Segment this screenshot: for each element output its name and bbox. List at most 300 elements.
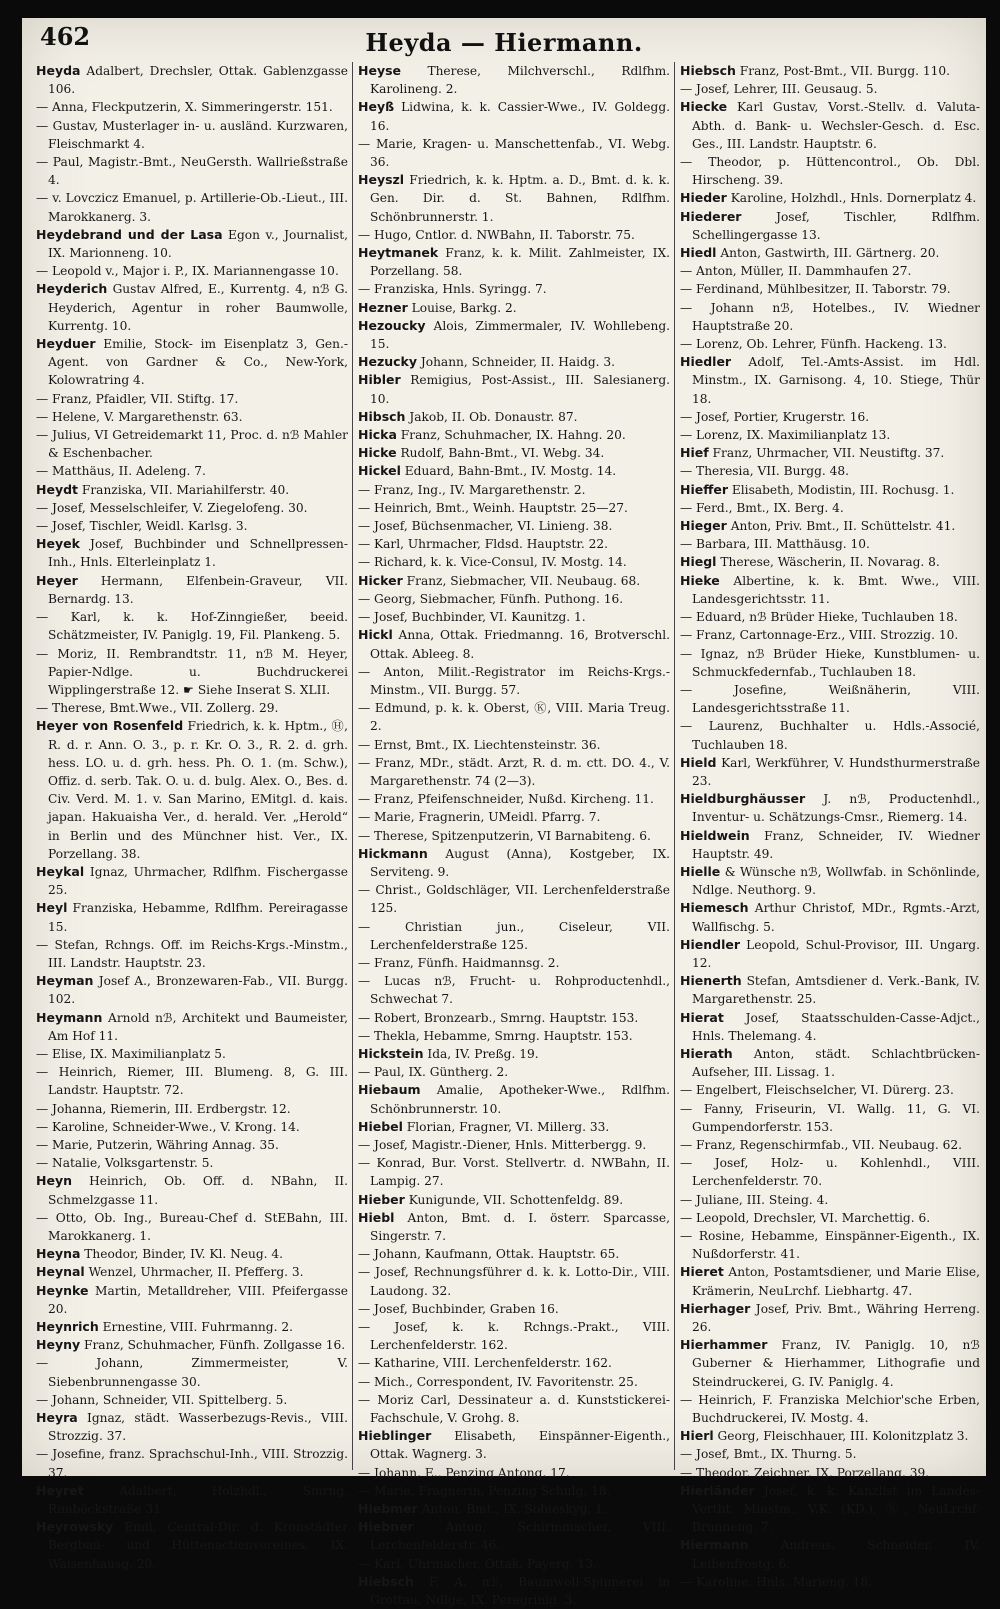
directory-entry — [36, 1172, 348, 1208]
directory-entry — [358, 918, 670, 954]
entry-surname: Heyn — [36, 1173, 72, 1189]
entry-text: — Ferdinand, Mühlbesitzer, II. Taborstr. 79. — [680, 282, 951, 297]
directory-entry — [358, 1209, 670, 1245]
directory-entry — [680, 681, 980, 717]
entry-text: — Heinrich, F. Franziska Melchior'sche Erben, Buchdruckerei, IV. Mostg. 4. — [680, 1392, 980, 1426]
directory-entry — [358, 699, 670, 735]
entry-text: Karl, Werkführer, V. Hundsthurmerstraße 23. — [692, 755, 980, 788]
entry-text: — Franz, MDr., städt. Arzt, R. d. m. ctt. DO. 4., V. Margarethenstr. 74 (2—3). — [358, 755, 670, 788]
directory-entry — [358, 972, 670, 1008]
directory-entry — [680, 80, 980, 98]
directory-entry — [680, 1573, 980, 1591]
entry-surname: Hierhammer — [680, 1337, 768, 1353]
directory-entry — [358, 1555, 670, 1573]
directory-entry — [36, 426, 348, 462]
entry-surname: Hiegl — [680, 554, 717, 570]
entry-surname: Hieffer — [680, 481, 728, 497]
entry-text: — Josefine, Weißnäherin, VIII. Landesgerichtsstraße 11. — [680, 682, 980, 716]
entry-surname: Heyny — [36, 1337, 81, 1353]
directory-entry — [358, 353, 670, 371]
entry-surname: Hiebel — [358, 1118, 403, 1134]
directory-entry — [680, 335, 980, 353]
directory-entry — [36, 972, 348, 1008]
entry-surname: Hieblinger — [358, 1428, 432, 1444]
entry-text: — Marie, Putzerin, Währing Annag. 35. — [36, 1137, 279, 1152]
entry-text: Arnold nℬ, Architekt und Baumeister, Am Hof 11. — [48, 1010, 348, 1043]
entry-text: — Johanna, Riemerin, III. Erdbergstr. 12. — [36, 1101, 291, 1116]
entry-surname: Hieger — [680, 518, 727, 534]
directory-entry — [358, 790, 670, 808]
entry-text: — Helene, V. Margarethenstr. 63. — [36, 409, 243, 424]
directory-entry — [358, 626, 670, 662]
directory-entry — [36, 408, 348, 426]
directory-entry — [358, 1427, 670, 1463]
directory-entry — [36, 280, 348, 335]
entry-surname: Heyna — [36, 1246, 81, 1262]
entry-text: Martin, Metalldreher, VIII. Pfeifergasse 20. — [48, 1283, 348, 1316]
directory-entry — [36, 1118, 348, 1136]
entry-text: — Johann, Schneider, VII. Spittelberg. 5. — [36, 1392, 288, 1407]
directory-entry — [358, 1063, 670, 1081]
entry-surname: Hiebmer — [358, 1501, 418, 1517]
directory-entry — [358, 608, 670, 626]
directory-entry — [36, 462, 348, 480]
directory-entry — [680, 1136, 980, 1154]
entry-text: — Lucas nℬ, Frucht- u. Rohproductenhdl., Schwechat 7. — [358, 974, 670, 1007]
directory-entry — [36, 1100, 348, 1118]
entry-text: — Thekla, Hebamme, Smrng. Hauptstr. 153. — [358, 1028, 633, 1043]
entry-text: — Mich., Correspondent, IV. Favoritenstr. 25. — [358, 1374, 638, 1389]
directory-entry — [680, 553, 980, 571]
entry-text: — Juliane, III. Steing. 4. — [680, 1192, 829, 1207]
entry-surname: Hiebsch — [358, 1573, 414, 1589]
directory-entry — [680, 1427, 980, 1445]
directory-page — [22, 18, 986, 1608]
directory-entry — [36, 535, 348, 571]
entry-surname: Hierhager — [680, 1300, 751, 1316]
directory-entry — [680, 1209, 980, 1227]
entry-surname: Hibler — [358, 372, 401, 388]
directory-entry — [358, 736, 670, 754]
entry-text: — Heinrich, Bmt., Weinh. Hauptstr. 25—27. — [358, 500, 628, 515]
directory-entry — [36, 481, 348, 499]
entry-surname: Heynrich — [36, 1319, 99, 1335]
column-2 — [358, 62, 670, 1608]
entry-text: Ida, IV. Preßg. 19. — [423, 1046, 539, 1061]
entry-text: Josef, Buchbinder und Schnellpressen-Inh., Hnls. Elterleinplatz 1. — [48, 537, 348, 570]
entry-text: Therese, Milchverschl., Rdlfhm. Karolineng. 2. — [370, 64, 670, 97]
entry-text: Amalie, Apotheker-Wwe., Rdlfhm. Schönbrunnerstr. 10. — [370, 1083, 670, 1116]
entry-surname: Heyer von Rosenfeld — [36, 718, 184, 734]
entry-text: — Franz, Cartonnage-Erz., VIII. Strozzig. 10. — [680, 628, 959, 643]
directory-entry — [36, 899, 348, 935]
entry-text: Stefan, Amtsdiener d. Verk.-Bank, IV. Margarethenstr. 25. — [692, 974, 980, 1007]
entry-surname: Hezner — [358, 299, 408, 315]
entry-surname: Heyer — [36, 572, 78, 588]
entry-text: Egon v., Journalist, IX. Marionneng. 10. — [48, 227, 349, 261]
entry-text: — Theresia, VII. Burgg. 48. — [680, 464, 850, 479]
entry-text: — Leopold, Drechsler, VI. Marchettig. 6. — [680, 1210, 931, 1225]
entry-text: Josef, k. k. Kanzlist im Landes-Vertht. Minstm., V.K. (KD.), Ⓚ, NeuLrchf. Brunneng. 7. — [692, 1483, 980, 1535]
directory-entry — [358, 1191, 670, 1209]
entry-text: J. nℬ, Productenhdl., Inventur- u. Schätzungs-Cmsr., Riemerg. 14. — [692, 792, 980, 825]
directory-entry — [680, 608, 980, 626]
directory-entry — [358, 808, 670, 826]
directory-entry — [680, 481, 980, 499]
entry-text: Adolf, Tel.-Amts-Assist. im Hdl. Minstm., IX. Garnisong. 4, 10. Stiege, Thür 18. — [692, 355, 980, 406]
entry-text: Arthur Christof, MDr., Rgmts.-Arzt, Wallfischg. 5. — [692, 901, 980, 934]
directory-entry — [36, 645, 348, 700]
page-header — [22, 18, 986, 64]
entry-text: — Elise, IX. Maximilianplatz 5. — [36, 1046, 226, 1061]
directory-entry — [680, 1464, 980, 1482]
entry-text: Franz, IV. Paniglg. 10, nℬ Guberner & Hierhammer, Lithografie und Steindruckerei, G. IV. Paniglg. 4. — [692, 1338, 980, 1389]
entry-surname: Heytmanek — [358, 245, 439, 261]
entry-text: Johann, Schneider, II. Haidg. 3. — [416, 355, 616, 370]
entry-text: Lidwina, k. k. Cassier-Wwe., IV. Goldegg. 16. — [370, 100, 670, 133]
directory-entry — [358, 827, 670, 845]
entry-surname: Hiebaum — [358, 1082, 421, 1098]
entry-text: — Karoline, Schneider-Wwe., V. Krong. 14. — [36, 1119, 300, 1134]
entry-text: & Wünsche nℬ, Wollwfab. in Schönlinde, Ndlge. Neuthorg. 9. — [692, 864, 980, 898]
directory-entry — [358, 1009, 670, 1027]
directory-entry — [358, 1500, 670, 1518]
entry-surname: Hezoucky — [358, 317, 426, 333]
entry-text: — Franz, Fünfh. Haidmannsg. 2. — [358, 955, 560, 970]
entry-surname: Hieder — [680, 190, 727, 206]
entry-text: — Marie, Fragnerin, Penzing Schulg. 18. — [358, 1483, 611, 1498]
entry-text: — Johann, E., Penzing Antong. 17. — [358, 1465, 570, 1480]
entry-text: — Anna, Fleckputzerin, X. Simmeringerstr. 151. — [36, 100, 333, 115]
directory-entry — [358, 1373, 670, 1391]
directory-entry — [680, 353, 980, 408]
entry-text: — Franz, Ing., IV. Margarethenstr. 2. — [358, 482, 586, 497]
directory-entry — [680, 1336, 980, 1391]
directory-entry — [358, 1391, 670, 1427]
entry-text: — Marie, Kragen- u. Manschettenfab., VI. Webg. 36. — [358, 136, 670, 170]
directory-entry — [358, 244, 670, 280]
entry-text: — Edmund, p. k. k. Oberst, Ⓚ, VIII. Maria Treug. 2. — [358, 701, 670, 734]
entry-text: Josef A., Bronzewaren-Fab., VII. Burgg. 102. — [48, 974, 348, 1007]
directory-entry — [680, 208, 980, 244]
directory-entry — [358, 426, 670, 444]
entry-text: Kunigunde, VII. Schottenfeldg. 89. — [404, 1192, 624, 1207]
entry-text: — Lorenz, IX. Maximilianplatz 13. — [680, 428, 891, 443]
directory-entry — [36, 1409, 348, 1445]
directory-entry — [36, 572, 348, 608]
directory-entry — [680, 499, 980, 517]
entry-surname: Hickl — [358, 627, 393, 643]
directory-entry — [680, 462, 980, 480]
directory-entry — [680, 1300, 980, 1336]
directory-entry — [36, 1445, 348, 1481]
entry-surname: Heyra — [36, 1410, 78, 1426]
directory-entry — [680, 1045, 980, 1081]
directory-entry — [680, 1263, 980, 1299]
entry-surname: Heynke — [36, 1282, 89, 1298]
entry-text: — Lorenz, Ob. Lehrer, Fünfh. Hackeng. 13. — [680, 337, 947, 352]
directory-entry — [358, 1045, 670, 1063]
entry-text: Albertine, k. k. Bmt. Wwe., VIII. Landesgerichtsstr. 11. — [692, 573, 980, 606]
directory-entry — [36, 1354, 348, 1390]
directory-entry — [358, 1263, 670, 1299]
entry-text: — Richard, k. k. Vice-Consul, IV. Mostg. 14. — [358, 555, 627, 570]
directory-entry — [36, 1282, 348, 1318]
entry-text: Leopold, Schul-Provisor, III. Ungarg. 12. — [692, 937, 980, 970]
entry-text: Karoline, Holzhdl., Hnls. Dornerplatz 4. — [726, 191, 977, 206]
directory-entry — [680, 98, 980, 153]
directory-entry — [680, 262, 980, 280]
entry-surname: Hield — [680, 754, 717, 770]
entry-text: Karl Gustav, Vorst.-Stellv. d. Valuta-Abth. d. Bank- u. Wechsler-Gesch. d. Esc. Ges., III. Landstr. Hauptstr. 6. — [692, 100, 980, 151]
directory-entry — [36, 62, 348, 98]
entry-text: Therese, Wäscherin, II. Novarag. 8. — [716, 555, 940, 570]
entry-text: Florian, Fragner, VI. Millerg. 33. — [402, 1119, 610, 1134]
directory-entry — [358, 754, 670, 790]
entry-text: — Franziska, Hnls. Syringg. 7. — [358, 282, 547, 297]
entry-text: — Stefan, Rchngs. Off. im Reichs-Krgs.-Minstm., III. Landstr. Hauptstr. 23. — [36, 937, 348, 970]
entry-text: — Karl, Uhrmacher, Ottak. Payerg. 13. — [358, 1556, 597, 1571]
entry-text: — Anton, Müller, II. Dammhaufen 27. — [680, 264, 912, 279]
directory-entry — [680, 244, 980, 262]
directory-entry — [680, 790, 980, 826]
directory-entry — [36, 1154, 348, 1172]
entry-text: Anton, Gastwirth, III. Gärtnerg. 20. — [716, 246, 940, 261]
entry-surname: Hickel — [358, 463, 401, 479]
entry-surname: Heyman — [36, 973, 94, 989]
directory-entry — [680, 1009, 980, 1045]
directory-entry — [358, 226, 670, 244]
directory-entry — [36, 1336, 348, 1354]
column-divider — [674, 62, 675, 1470]
directory-entry — [680, 626, 980, 644]
entry-text: — Paul, Magistr.-Bmt., NeuGersth. Wallrießstraße 4. — [36, 155, 348, 188]
entry-text: — Johann nℬ, Hotelbes., IV. Wiedner Hauptstraße 20. — [680, 300, 980, 333]
directory-entry — [680, 408, 980, 426]
directory-entry — [358, 845, 670, 881]
entry-text: Franz, Schneider, IV. Wiedner Hauptstr. 49. — [692, 828, 980, 861]
entry-surname: Hieber — [358, 1191, 405, 1207]
entry-text: Adalbert, Holzhdl., Smrng. Rimböckstraße 31. — [48, 1483, 348, 1517]
directory-entry — [358, 135, 670, 171]
entry-surname: Hieldburghäusser — [680, 791, 806, 807]
entry-text: Josef, Tischler, Rdlfhm. Schellingergasse 13. — [692, 209, 980, 242]
directory-entry — [680, 280, 980, 298]
directory-entry — [358, 62, 670, 98]
directory-entry — [358, 280, 670, 298]
entry-text: Franziska, VII. Mariahilferstr. 40. — [78, 482, 290, 497]
entry-surname: Hicker — [358, 572, 403, 588]
directory-entry — [36, 717, 348, 863]
directory-entry — [36, 699, 348, 717]
running-head: Heyda — Hiermann. — [365, 28, 643, 57]
entry-text: Wenzel, Uhrmacher, II. Pfefferg. 3. — [84, 1265, 304, 1280]
entry-surname: Heyret — [36, 1482, 84, 1498]
entry-text: — Hugo, Cntlor. d. NWBahn, II. Taborstr. 75. — [358, 227, 635, 242]
entry-text: — Rosine, Hebamme, Einspänner-Eigenth., IX. Nußdorferstr. 41. — [680, 1229, 980, 1262]
directory-entry — [36, 517, 348, 535]
entry-surname: Hickstein — [358, 1045, 424, 1061]
entry-surname: Hierländer — [680, 1482, 755, 1498]
entry-surname: Hiedler — [680, 354, 732, 370]
directory-entry — [36, 117, 348, 153]
entry-text: — Johann, Kaufmann, Ottak. Hauptstr. 65. — [358, 1247, 620, 1262]
entry-text: — Heinrich, Riemer, III. Blumeng. 8, G. III. Landstr. Hauptstr. 72. — [36, 1065, 348, 1098]
entry-surname: Hieke — [680, 572, 720, 588]
entry-text: — Josef, Magistr.-Diener, Hnls. Mitterbergg. 9. — [358, 1137, 647, 1152]
entry-text: Emilie, Stock- im Eisenplatz 3, Gen.-Agent. von Gardner & Co., New-York, Kolowratring 4. — [48, 337, 348, 388]
entry-text: Franz, Post-Bmt., VII. Burgg. 110. — [735, 64, 951, 78]
entry-surname: Hierl — [680, 1428, 714, 1444]
entry-surname: Hiemesch — [680, 900, 749, 916]
directory-entry — [680, 1191, 980, 1209]
directory-entry — [358, 1118, 670, 1136]
directory-entry — [36, 1045, 348, 1063]
entry-text: — Josef, k. k. Rchngs.-Prakt., VIII. Lerchenfelderstr. 162. — [358, 1320, 670, 1353]
entry-text: — Karoline, Hnls. Marieng. 18. — [680, 1574, 873, 1589]
directory-entry — [36, 1263, 348, 1281]
directory-entry — [680, 572, 980, 608]
entry-text: — Ferd., Bmt., IX. Berg. 4. — [680, 500, 844, 515]
entry-text: Gustav Alfred, E., Kurrentg. 4, nℬ G. Heyderich, Agentur in roher Baumwolle, Kurrentg. 10. — [48, 282, 348, 333]
entry-text: Hermann, Elfenbein-Graveur, VII. Bernardg. 13. — [48, 573, 348, 606]
column-3 — [680, 62, 980, 1589]
directory-entry — [680, 517, 980, 535]
entry-text: Emil, Central-Dir. d. Kronstädter Bergbau- und Hüttenactienvereines, IX. Waisenhausg. 20. — [48, 1520, 348, 1571]
directory-entry — [358, 663, 670, 699]
entry-text: — Johann, Zimmermeister, V. Siebenbrunnengasse 30. — [36, 1356, 348, 1389]
entry-text: — Therese, Spitzenputzerin, VI Barnabiteng. 6. — [358, 828, 651, 843]
directory-entry — [680, 1445, 980, 1463]
entry-surname: Hicka — [358, 427, 397, 443]
entry-text: — Eduard, nℬ Brüder Hieke, Tuchlauben 18. — [680, 610, 958, 625]
entry-text: — Natalie, Volksgartenstr. 5. — [36, 1156, 214, 1171]
entry-text: — Josef, Büchsenmacher, VI. Linieng. 38. — [358, 519, 613, 534]
directory-entry — [36, 1209, 348, 1245]
directory-entry — [36, 1063, 348, 1099]
entry-text: — Barbara, III. Matthäusg. 10. — [680, 537, 870, 552]
entry-text: Remigius, Post-Assist., III. Salesianerg. 10. — [370, 373, 670, 406]
entry-surname: Heyderich — [36, 281, 108, 297]
entry-text: Anton, Bmt., IX. Sobieskyg. 1. — [417, 1502, 607, 1517]
entry-surname: Heyszl — [358, 172, 405, 188]
entry-surname: Hiebner — [358, 1519, 414, 1535]
directory-entry — [358, 1300, 670, 1318]
entry-text: Elisabeth, Einspänner-Eigenth., Ottak. Wagnerg. 3. — [370, 1429, 670, 1462]
entry-surname: Hieldwein — [680, 827, 750, 843]
entry-text: Heinrich, Ob. Off. d. NBahn, II. Schmelzgasse 11. — [48, 1174, 348, 1207]
entry-text: — Fanny, Friseurin, VI. Wallg. 11, G. VI. Gumpendorferstr. 153. — [680, 1101, 980, 1134]
entry-text: Ignaz, städt. Wasserbezugs-Revis., VIII. Strozzig. 37. — [48, 1411, 348, 1444]
entry-surname: Hiecke — [680, 99, 728, 115]
entry-text: — Gustav, Musterlager in- u. ausländ. Kurzwaren, Fleischmarkt 4. — [36, 118, 348, 151]
entry-text: Anton, Postamtsdiener, und Marie Elise, Krämerin, NeuLrchf. Liebhartg. 47. — [692, 1265, 980, 1298]
entry-text: — Therese, Bmt.Wwe., VII. Zollerg. 29. — [36, 701, 279, 716]
directory-entry — [358, 535, 670, 553]
entry-text: — Katharine, VIII. Lerchenfelderstr. 162. — [358, 1356, 612, 1371]
directory-entry — [358, 98, 670, 134]
entry-text: — Georg, Siebmacher, Fünfh. Puthong. 16. — [358, 591, 624, 606]
entry-text: Adalbert, Drechsler, Ottak. Gablenzgasse 106. — [48, 64, 348, 97]
directory-entry — [680, 153, 980, 189]
entry-surname: Hiederer — [680, 208, 742, 224]
directory-entry — [680, 1154, 980, 1190]
directory-entry — [36, 262, 348, 280]
entry-surname: Hiendler — [680, 936, 740, 952]
entry-text: Anton, Bmt. d. I. österr. Sparcasse, Singerstr. 7. — [370, 1210, 670, 1243]
directory-entry — [36, 1482, 348, 1518]
entry-surname: Hiebl — [358, 1209, 395, 1225]
directory-entry — [358, 1354, 670, 1372]
directory-entry — [358, 1027, 670, 1045]
entry-text: Franz, Siebmacher, VII. Neubaug. 68. — [402, 573, 641, 588]
directory-entry — [36, 390, 348, 408]
directory-entry — [358, 1154, 670, 1190]
entry-text: — Anton, Milit.-Registrator im Reichs-Krgs.-Minstm., VII. Burgg. 57. — [358, 664, 670, 697]
entry-surname: Hiebsch — [680, 63, 736, 78]
entry-text: — Moriz, II. Rembrandtstr. 11, nℬ M. Heyer, Papier-Ndlge. u. Buchdruckerei Wipplingerstraße 12. ☛ Siehe Inserat S. XLII. — [36, 646, 348, 697]
entry-text: — Franz, Pfaidler, VII. Stiftg. 17. — [36, 391, 239, 406]
entry-text: — Karl, k. k. Hof-Zinngießer, beeid. Schätzmeister, IV. Paniglg. 19, Fil. Plankeng. 5. — [36, 610, 348, 643]
entry-text: August (Anna), Kostgeber, IX. Serviteng. 9. — [370, 846, 670, 879]
directory-entry — [358, 317, 670, 353]
directory-entry — [358, 881, 670, 917]
directory-entry — [680, 754, 980, 790]
directory-entry — [358, 371, 670, 407]
entry-text: — Laurenz, Buchhalter u. Hdls.-Associé, Tuchlauben 18. — [680, 719, 980, 752]
directory-entry — [358, 517, 670, 535]
entry-text: — Josef, Buchbinder, VI. Kaunitzg. 1. — [358, 610, 586, 625]
directory-entry — [36, 1245, 348, 1263]
entry-text: — Marie, Fragnerin, UMeidl. Pfarrg. 7. — [358, 810, 601, 825]
directory-entry — [680, 1482, 980, 1537]
entry-text: Elisabeth, Modistin, III. Rochusg. 1. — [728, 482, 955, 497]
entry-surname: Hibsch — [358, 408, 406, 424]
directory-entry — [36, 226, 348, 262]
directory-entry — [358, 1464, 670, 1482]
entry-text: Jakob, II. Ob. Donaustr. 87. — [405, 409, 578, 424]
entry-text: — Leopold v., Major i. P., IX. Mariannengasse 10. — [36, 264, 339, 279]
entry-surname: Hief — [680, 445, 709, 461]
entry-surname: Hiermann — [680, 1537, 749, 1553]
entry-text: Friedrich, k. k. Hptm., Ⓗ, R. d. r. Ann. O. 3., p. r. Kr. O. 3., R. 2. d. grh. hess. LO. u. d. grh. hess. Ph. O. 1. (m. Schw.), Offiz. d. serb. Tak. O. u. d. bulg. Alex. O., Bes. d. Civ. Verd. M. 1. v. San Marino, EMitgl. d. kais. japan. Hakuaisha Ver., d. herald. Ver. „Herold“ in Berlin und des Münchner hist. Ver., IX. Porzellang. 38. — [48, 719, 348, 861]
entry-surname: Hiedl — [680, 245, 717, 261]
entry-text: Eduard, Bahn-Bmt., IV. Mostg. 14. — [400, 464, 617, 479]
entry-text: Anton, Priv. Bmt., II. Schüttelstr. 41. — [726, 519, 956, 534]
entry-text: — Josef, Messelschleifer, V. Ziegelofeng. 30. — [36, 500, 308, 515]
entry-text: Georg, Fleischhauer, III. Kolonitzplatz 3. — [713, 1429, 969, 1444]
entry-surname: Hierat — [680, 1009, 724, 1025]
entry-text: — Matthäus, II. Adeleng. 7. — [36, 464, 206, 479]
entry-text: Friedrich, k. k. Hptm. a. D., Bmt. d. k. k. Gen. Dir. d. St. Bahnen, Rdlfhm. Schönbrunnerstr. 1. — [370, 173, 670, 224]
directory-entry — [358, 572, 670, 590]
entry-text: — Theodor, p. Hüttencontrol., Ob. Dbl. Hirscheng. 39. — [680, 155, 980, 188]
directory-entry — [680, 426, 980, 444]
directory-entry — [36, 863, 348, 899]
directory-entry — [36, 1391, 348, 1409]
entry-surname: Hienerth — [680, 973, 742, 989]
directory-entry — [680, 972, 980, 1008]
entry-surname: Heyl — [36, 900, 68, 916]
entry-text: — Theodor, Zeichner, IX. Porzellang. 39. — [680, 1465, 930, 1480]
entry-text: — v. Lovczicz Emanuel, p. Artillerie-Ob.-Lieut., III. Marokkanerg. 3. — [36, 191, 348, 224]
directory-entry — [358, 1518, 670, 1554]
entry-text: — Julius, VI Getreidemarkt 11, Proc. d. nℬ Mahler & Eschenbacher. — [36, 428, 348, 461]
directory-entry — [358, 954, 670, 972]
directory-entry — [358, 462, 670, 480]
directory-entry — [358, 299, 670, 317]
entry-text: — Christian jun., Ciseleur, VII. Lerchenfelderstraße 125. — [358, 919, 670, 952]
